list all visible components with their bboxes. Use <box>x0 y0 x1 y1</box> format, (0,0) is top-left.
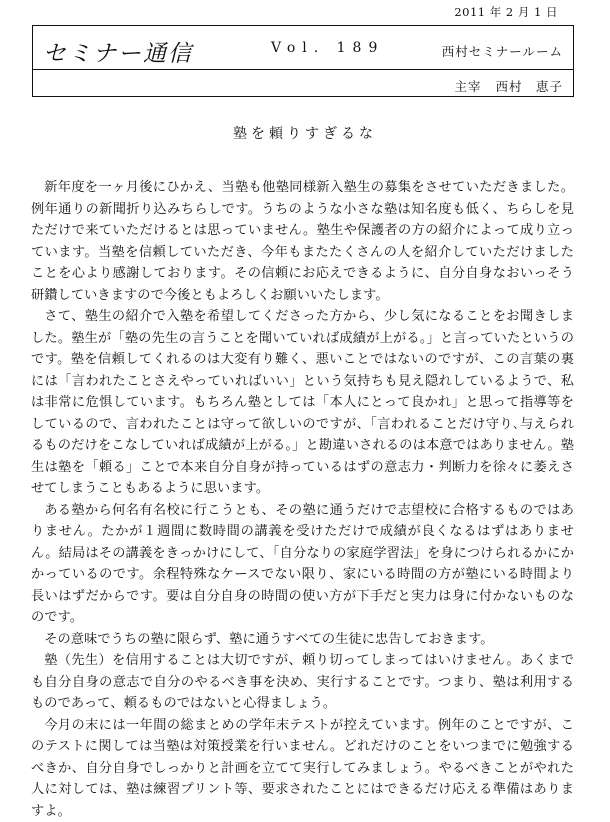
author-line <box>454 77 563 95</box>
paragraph: 今月の末には一年間の総まとめの学年末テストが控えています。例年のことですが、このテストに関しては当塾は対策授業を行いません。どれだけのことをいつまでに勉強するべきか、自分自身でしっかりと計画を立てて実行してみましょう。やるべきことがやれた人に対しては、塾は練習プリント等、要求されたことにはできるだけ応える準備はありますよ。 <box>31 715 574 822</box>
issue-date: 2011 年 2 月 1 日 <box>454 4 558 20</box>
newsletter-header <box>32 25 574 97</box>
volume-number: Vol. 189 <box>271 40 384 56</box>
header-title-row <box>33 26 573 70</box>
article-title: 塾を頼りすぎるな <box>0 123 610 143</box>
paragraph: さて、塾生の紹介で入塾を希望してくださった方から、少し気になることをお聞きしました。塾生が「塾の先生の言うことを聞いていれば成績が上がる。」と言っていたというのです。塾を信頼してくれるのは大変有り難く、悪いことではないのですが、この言葉の裏には「言われたことさえやっていればいい」という気持ちも見え隠れしているようで、私は非常に危惧しています。もちろん塾としては「本人にとって良かれ」と思って指導等をしているので、言われたことは守って欲しいのですが、「言われることだけ守り､与えられるものだけをこなしていれば成績が上がる。」と勘違いされるのは本意ではありません。塾生は塾を「頼る」ことで本来自分自身が持っているはずの意志力・判断力を徐々に萎えさせてしまうこともあるように思います。 <box>31 306 574 500</box>
paragraph: ある塾から何名有名校に行こうとも、その塾に通うだけで志望校に合格するものではありません。たかが１週間に数時間の講義を受けただけで成績が良くなるはずはありません。結局はその講義をきっかけにして、「自分なりの家庭学習法」を身につけられるかにかかっているのです。余程特殊なケースでない限り、家にいる時間の方が塾にいる時間より長いはずだからです。要は自分自身の時間の使い方が下手だと実力は身に付かないものなのです。 <box>31 500 574 629</box>
author-role: 主宰 <box>454 79 481 94</box>
article-body <box>31 177 574 822</box>
paragraph: 新年度を一ヶ月後にひかえ、当塾も他塾同様新入塾生の募集をさせていただきました。例年通りの新聞折り込みちらしです。うちのような小さな塾は知名度も低く、ちらしを見ただけで来ていただけるとは思っていません。塾生や保護者の方の紹介によって成り立っています。当塾を信頼していただき、今年もまたたくさんの人を紹介していただけましたことを心より感謝しております。その信頼にお応えできるように、自分自身なおいっそう研鑽していきますので今後ともよろしくお願いいたします。 <box>31 177 574 306</box>
newsletter-title: セミナー通信 <box>43 35 193 68</box>
paragraph: その意味でうちの塾に限らず、塾に通うすべての生徒に忠告しておきます。 <box>31 629 574 651</box>
organization-name: 西村セミナールーム <box>442 42 563 60</box>
author-name: 西村 恵子 <box>495 79 563 94</box>
paragraph: 塾（先生）を信用することは大切ですが、頼り切ってしまってはいけません。あくまでも自分自身の意志で自分のやるべき事を決め、実行することです。つまり、塾は利用するものであって、頼るものではないと心得ましょう。 <box>31 650 574 715</box>
